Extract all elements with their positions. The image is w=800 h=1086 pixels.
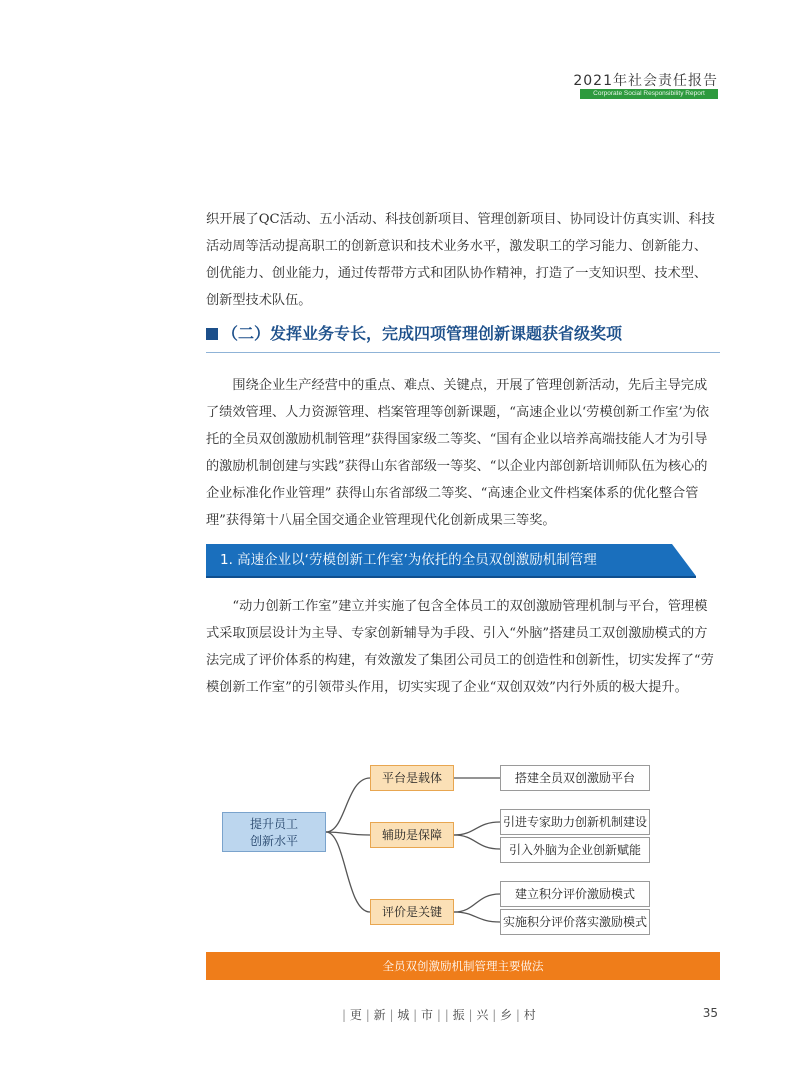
square-bullet-icon: [206, 328, 218, 340]
section-paragraph: 围绕企业生产经营中的重点、难点、关键点，开展了管理创新活动，先后主导完成了绩效管理、人力资源管理、档案管理等创新课题，“高速企业以‘劳模创新工作室’为依托的全员双创激励机制管理”获得国家级二等奖、“国有企业以培养高端技能人才为引导的激励机制创建与实践”获得山东省部级一等奖、“以企业内部创新培训师队伍为核心的企业标准化作业管理” 获得山东省部级二等奖、“高速企业文件档案体系的优化整合管理”获得第十八届全国交通企业管理现代化创新成果三等奖。: [206, 378, 710, 528]
branch-assistance: 辅助是保障: [370, 822, 454, 848]
footer-char: 乡: [500, 1008, 513, 1022]
section-heading-text: （二）发挥业务专长，完成四项管理创新课题获省级奖项: [222, 324, 623, 343]
intro-paragraph: 织开展了QC活动、五小活动、科技创新项目、管理创新项目、协同设计仿真实训、科技活动周等活动提高职工的创新意识和技术业务水平，激发职工的学习能力、创新能力、创优能力、创业能力，通过传帮带方式和团队协作精神，打造了一支知识型、技术型、创新型技术队伍。: [206, 212, 715, 308]
report-subtitle-bar: Corporate Social Responsibility Report: [580, 89, 718, 99]
footer-char: 新: [373, 1008, 386, 1022]
page-number: 35: [702, 1006, 718, 1020]
footer-char: 兴: [476, 1008, 489, 1022]
branch-evaluation: 评价是关键: [370, 899, 454, 925]
footer-char: 振: [452, 1008, 465, 1022]
footer-char: 城: [397, 1008, 410, 1022]
diagram-root-node: [222, 812, 326, 852]
footer-char: 更: [349, 1008, 362, 1022]
subsection-paragraph: “动力创新工作室”建立并实施了包含全体员工的双创激励管理机制与平台，管理模式采取顶层设计为主导、专家创新辅导为手段、引入“外脑”搭建员工双创激励模式的方法完成了评价体系的构建，有效激发了集团公司员工的创造性和创新性，切实发挥了“劳模创新工作室”的引领带头作用，切实实现了企业“双创双效”内行外质的极大提升。: [206, 599, 714, 695]
leaf-points-implementation: 实施积分评价落实激励模式: [500, 909, 650, 935]
diagram-caption: 全员双创激励机制管理主要做法: [206, 952, 720, 980]
subsection-banner-text: 1. 高速企业以‘劳模创新工作室’为依托的全员双创激励机制管理: [220, 552, 597, 568]
section-divider: [206, 352, 720, 353]
root-line-1: 提升员工: [249, 817, 298, 831]
leaf-build-platform: 搭建全员双创激励平台: [500, 765, 650, 791]
footer-slogan: | 更 | 新 | 城 | 市 | | 振 | 兴 | 乡 | 村: [342, 1008, 536, 1022]
footer-char: 村: [523, 1008, 536, 1022]
branch-platform: 平台是载体: [370, 765, 454, 791]
leaf-points-model: 建立积分评价激励模式: [500, 881, 650, 907]
report-title: 2021年社会责任报告: [573, 73, 718, 89]
leaf-expert-support: 引进专家助力创新机制建设: [500, 809, 650, 835]
section-heading: [206, 321, 622, 344]
mind-map-diagram: [206, 752, 720, 952]
leaf-external-brain: 引入外脑为企业创新赋能: [500, 837, 650, 863]
subsection-banner: [206, 544, 696, 578]
footer-char: 市: [421, 1008, 434, 1022]
root-line-2: 创新水平: [249, 834, 298, 848]
